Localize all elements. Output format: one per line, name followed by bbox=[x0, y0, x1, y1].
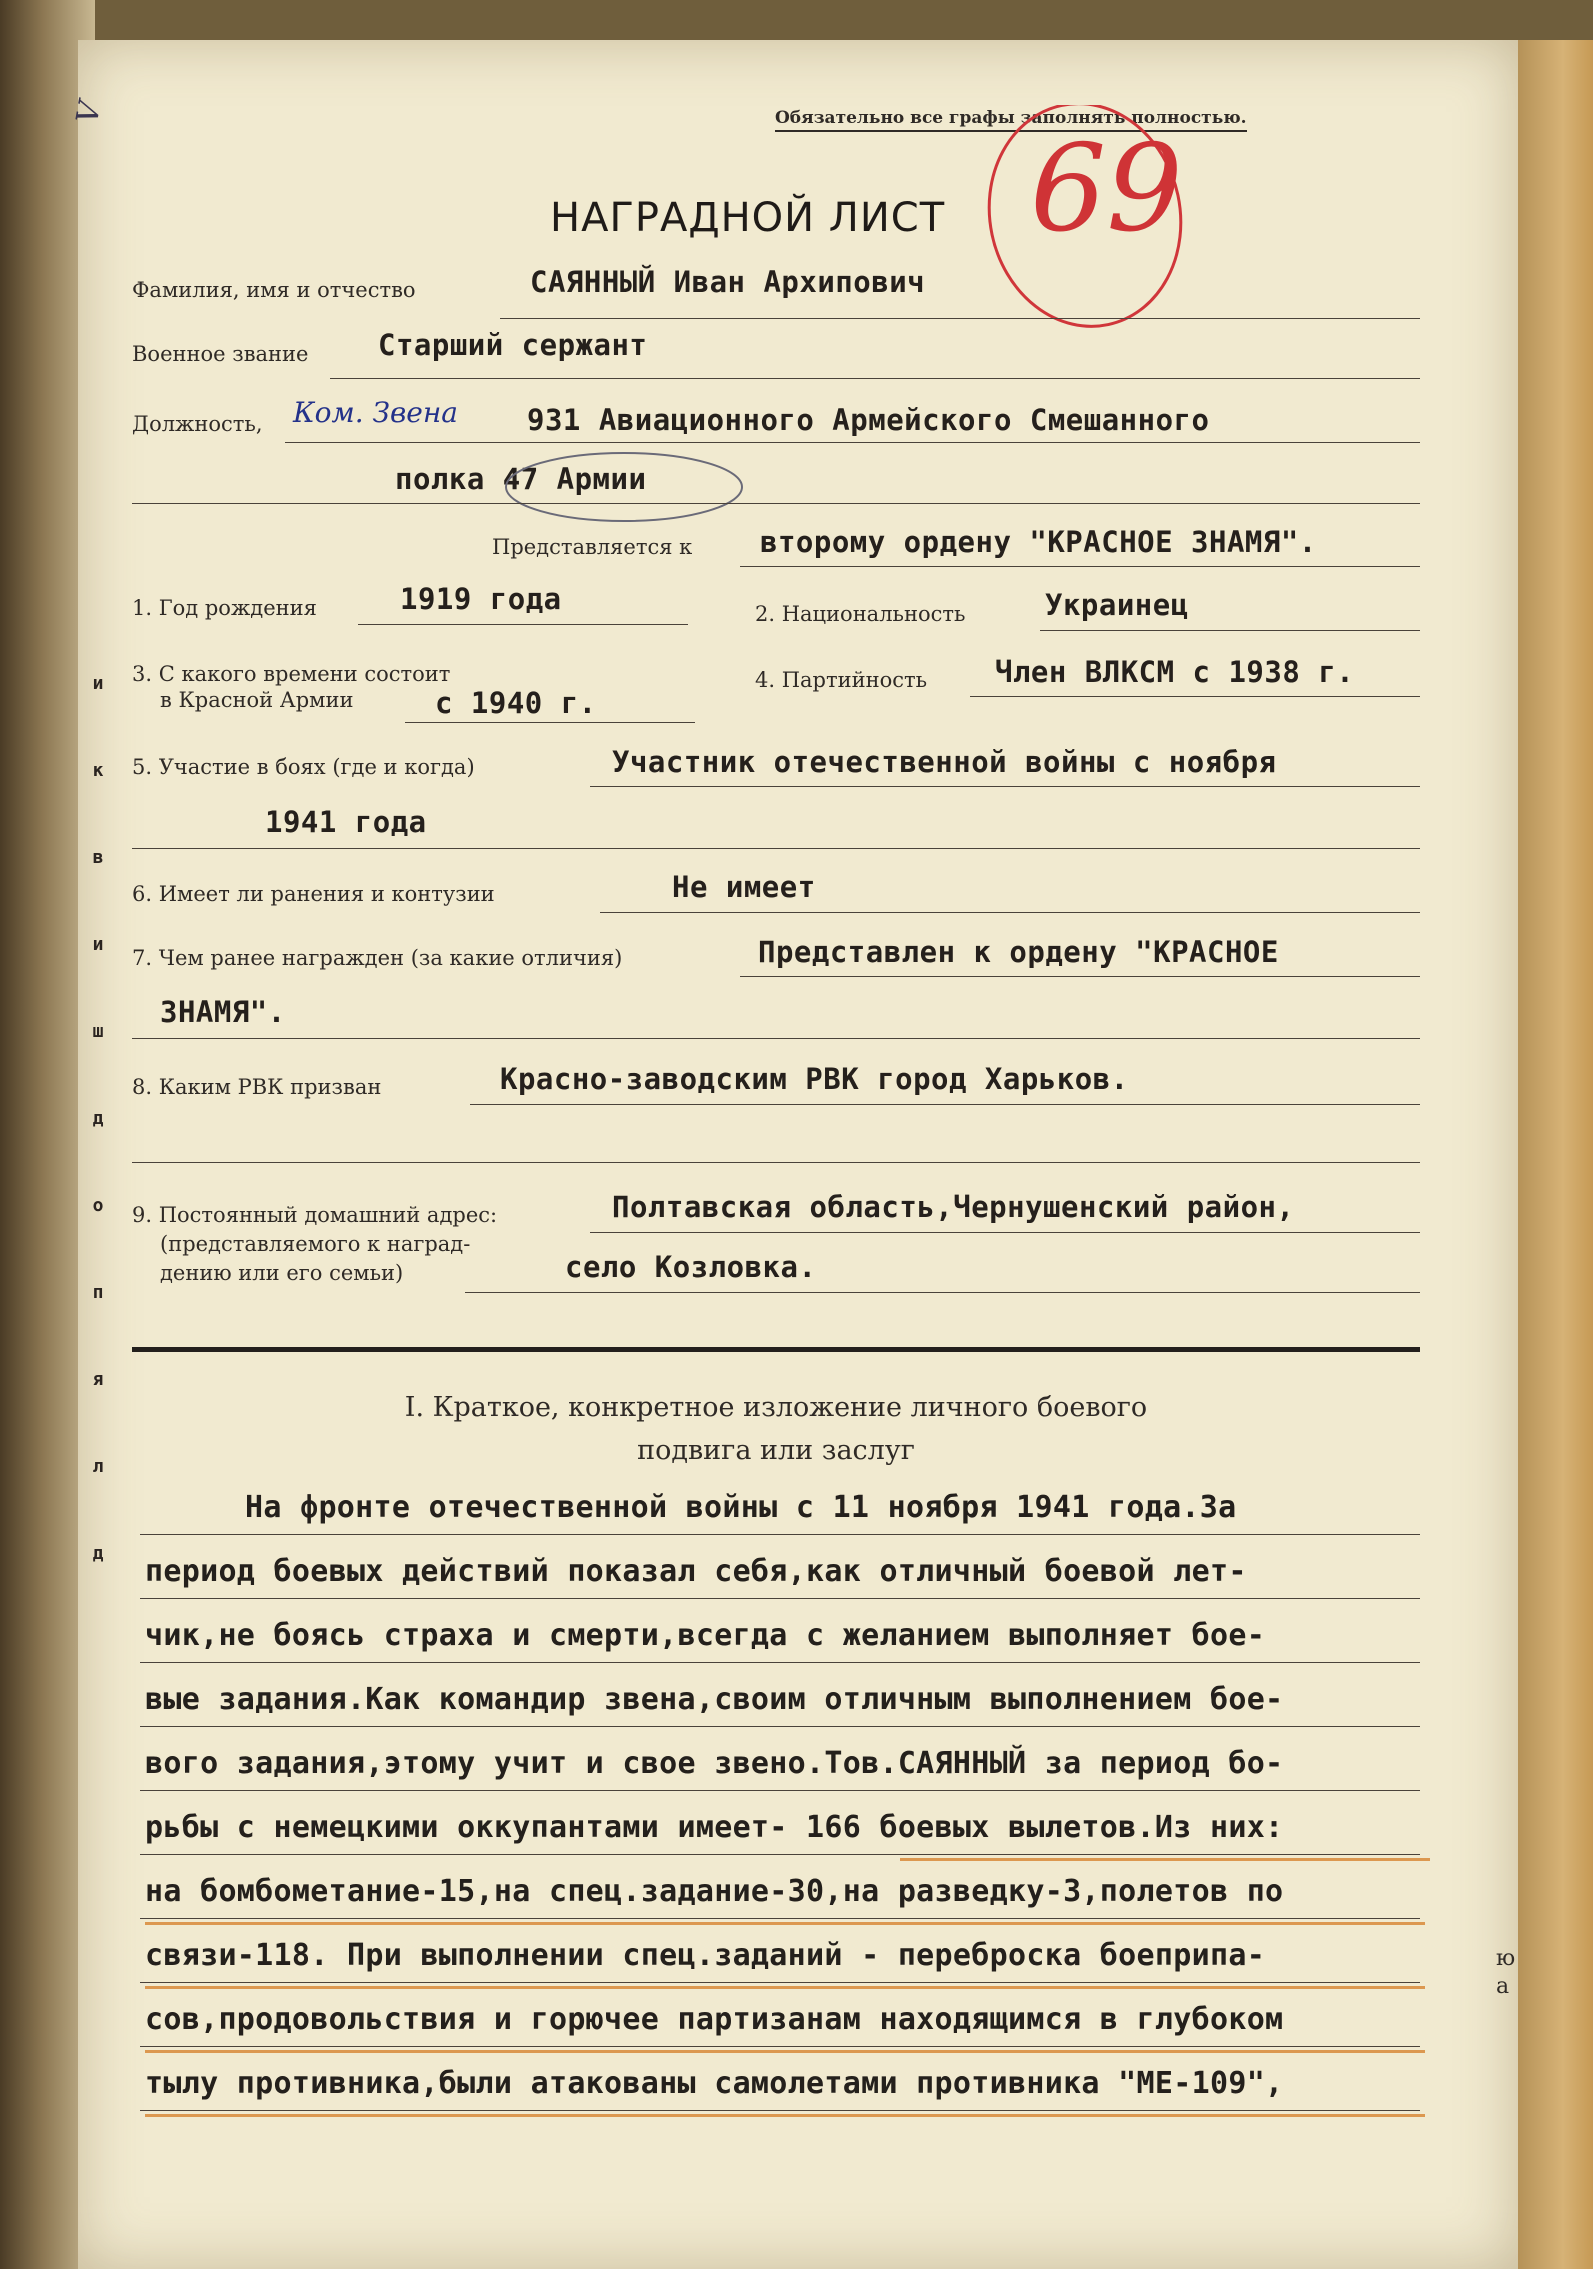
wounds-line bbox=[600, 912, 1420, 913]
orange-pencil-underline bbox=[145, 2114, 1425, 2117]
margin-stamp-letter: и bbox=[92, 673, 104, 694]
fio-value: САЯННЫЙ Иван Архипович bbox=[530, 265, 926, 299]
fio-line bbox=[500, 318, 1420, 319]
body-line: рьбы с немецкими оккупантами имеет- 166 боевых вылетов.Из них: bbox=[145, 1810, 1284, 1845]
service-line bbox=[405, 722, 695, 723]
awards-line bbox=[740, 976, 1420, 977]
margin-handwriting: V bbox=[70, 98, 109, 127]
margin-stamp-letter: в bbox=[92, 847, 104, 868]
margin-stamp-letter: л bbox=[92, 1456, 104, 1477]
rvk-value: Красно-заводским РВК город Харьков. bbox=[500, 1062, 1129, 1096]
margin-stamp-letter: д bbox=[92, 1108, 104, 1129]
awards-value-2: ЗНАМЯ". bbox=[160, 995, 286, 1029]
address-line-2 bbox=[465, 1292, 1420, 1293]
rank-value: Старший сержант bbox=[378, 328, 648, 362]
battles-line bbox=[590, 786, 1420, 787]
margin-stamp-letter: о bbox=[92, 1195, 104, 1216]
rank-line bbox=[330, 378, 1420, 379]
right-margin-letters bbox=[1496, 1945, 1515, 2001]
body-line: связи-118. При выполнении спец.заданий - переброска боеприпа- bbox=[145, 1938, 1266, 1973]
body-line: На фронте отечественной войны с 11 ноября 1941 года.За bbox=[245, 1490, 1237, 1525]
address-value: Полтавская область,Чернушенский район, bbox=[612, 1190, 1295, 1224]
presented-label: Представляется к bbox=[492, 535, 693, 559]
service-label-2: в Красной Армии bbox=[160, 688, 354, 712]
orange-pencil-underline bbox=[900, 1858, 1430, 1861]
address-label-3: дению или его семьи) bbox=[160, 1261, 404, 1285]
margin-stamp-letter: я bbox=[92, 1369, 104, 1390]
section-title-2: подвига или заслуг bbox=[637, 1435, 915, 1466]
body-rule bbox=[140, 1598, 1420, 1599]
body-rule bbox=[140, 1726, 1420, 1727]
body-rule bbox=[140, 2110, 1420, 2111]
fill-all-fields-note: Обязательно все графы заполнять полностью. bbox=[775, 108, 1247, 132]
address-label-2: (представляемого к наград- bbox=[160, 1232, 471, 1256]
section-title: I. Краткое, конкретное изложение личного боевого bbox=[404, 1392, 1148, 1423]
service-value: с 1940 г. bbox=[435, 686, 597, 720]
body-rule bbox=[140, 1534, 1420, 1535]
position-value-2: полка 47 Армии bbox=[395, 462, 647, 496]
battles-value: Участник отечественной войны с ноября bbox=[612, 745, 1277, 779]
presented-value: второму ордену "КРАСНОЕ ЗНАМЯ". bbox=[760, 525, 1317, 559]
body-line: сов,продовольствия и горючее партизанам находящимся в глубоком bbox=[145, 2002, 1284, 2037]
section-separator bbox=[132, 1347, 1420, 1352]
fio-label: Фамилия, имя и отчество bbox=[132, 278, 416, 302]
position-handwritten: Ком. Звена bbox=[293, 396, 458, 429]
red-number: 69 bbox=[1030, 120, 1183, 259]
position-label: Должность, bbox=[132, 412, 263, 436]
position-line bbox=[285, 442, 1420, 443]
margin-stamp-letter: д bbox=[92, 1543, 104, 1564]
address-value-2: село Козловка. bbox=[565, 1250, 817, 1284]
rvk-line bbox=[470, 1104, 1420, 1105]
nationality-line bbox=[1040, 630, 1420, 631]
party-label: 4. Партийность bbox=[755, 668, 928, 692]
right-margin-letter: а bbox=[1496, 1974, 1510, 1999]
pencil-oval bbox=[502, 448, 747, 526]
wounds-value: Не имеет bbox=[672, 870, 816, 904]
rank-label: Военное звание bbox=[132, 342, 309, 366]
award-sheet-page bbox=[78, 40, 1518, 2269]
awards-label: 7. Чем ранее награжден (за какие отличия) bbox=[132, 946, 623, 970]
document-title: НАГРАДНОЙ ЛИСТ bbox=[550, 195, 946, 241]
margin-stamp-letters bbox=[88, 640, 108, 1597]
position-value: 931 Авиационного Армейского Смешанного bbox=[527, 403, 1210, 437]
body-rule bbox=[140, 1918, 1420, 1919]
body-line: на бомбометание-15,на спец.задание-30,на разведку-3,полетов по bbox=[145, 1874, 1284, 1909]
right-margin-letter: ю bbox=[1496, 1946, 1516, 1971]
body-rule bbox=[140, 1854, 1420, 1855]
body-rule bbox=[140, 1790, 1420, 1791]
birth-value: 1919 года bbox=[400, 582, 562, 616]
body-line: вого задания,этому учит и свое звено.Тов.САЯННЫЙ за период бо- bbox=[145, 1746, 1284, 1781]
orange-pencil-underline bbox=[145, 1922, 1425, 1925]
margin-stamp-letter: п bbox=[92, 1282, 104, 1303]
margin-stamp-letter: к bbox=[92, 760, 104, 781]
body-rule bbox=[140, 1982, 1420, 1983]
party-line bbox=[970, 696, 1420, 697]
body-line: чик,не боясь страха и смерти,всегда с желанием выполняет бое- bbox=[145, 1618, 1266, 1653]
margin-stamp-letter: ш bbox=[92, 1021, 104, 1042]
address-line bbox=[590, 1232, 1420, 1233]
birth-line bbox=[358, 624, 688, 625]
address-label: 9. Постоянный домашний адрес: bbox=[132, 1203, 498, 1227]
nationality-label: 2. Национальность bbox=[755, 602, 966, 626]
margin-stamp-letter: и bbox=[92, 934, 104, 955]
party-value: Член ВЛКСМ с 1938 г. bbox=[995, 655, 1355, 689]
orange-pencil-underline bbox=[145, 1986, 1425, 1989]
awards-line-2 bbox=[132, 1038, 1420, 1039]
body-rule bbox=[140, 2046, 1420, 2047]
wounds-label: 6. Имеет ли ранения и контузии bbox=[132, 882, 495, 906]
position-line-2 bbox=[132, 503, 1420, 504]
battles-label: 5. Участие в боях (где и когда) bbox=[132, 755, 475, 779]
battles-value-2: 1941 года bbox=[265, 805, 427, 839]
rvk-label: 8. Каким РВК призван bbox=[132, 1075, 382, 1099]
folder-edge bbox=[1518, 40, 1593, 2269]
body-line: тылу противника,были атакованы самолетами противника "МЕ-109", bbox=[145, 2066, 1284, 2101]
birth-label: 1. Год рождения bbox=[132, 596, 317, 620]
nationality-value: Украинец bbox=[1045, 588, 1189, 622]
body-line: вые задания.Как командир звена,своим отличным выполнением бое- bbox=[145, 1682, 1284, 1717]
battles-line-2 bbox=[132, 848, 1420, 849]
awards-value: Представлен к ордену "КРАСНОЕ bbox=[758, 935, 1279, 969]
presented-line bbox=[740, 566, 1420, 567]
orange-pencil-underline bbox=[145, 2050, 1425, 2053]
body-line: период боевых действий показал себя,как отличный боевой лет- bbox=[145, 1554, 1247, 1589]
service-label: 3. С какого времени состоит bbox=[132, 662, 451, 686]
body-rule bbox=[140, 1662, 1420, 1663]
rvk-line-2 bbox=[132, 1162, 1420, 1163]
